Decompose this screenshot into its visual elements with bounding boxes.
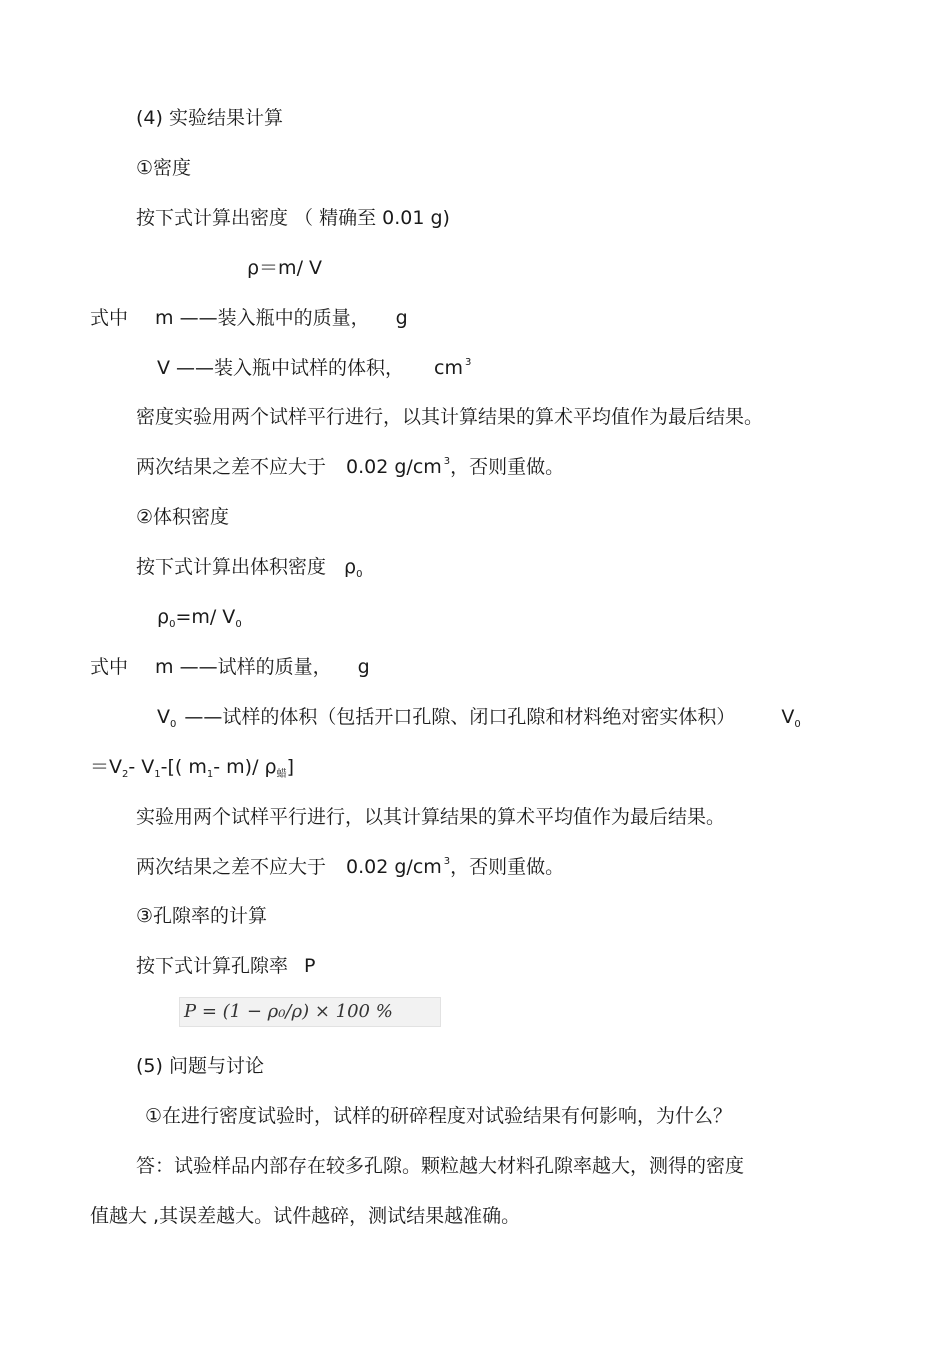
diff-prefix: 两次结果之差不应大于 bbox=[136, 456, 327, 478]
porosity-symbol: P bbox=[304, 955, 316, 977]
m-unit: g bbox=[395, 307, 408, 329]
rho0-symbol: ρ bbox=[344, 556, 357, 578]
where-label: 式中 bbox=[90, 656, 129, 678]
diff-value: 0.02 g/cm bbox=[346, 856, 442, 878]
diff-prefix: 两次结果之差不应大于 bbox=[136, 856, 327, 878]
bulk-density-instruction bbox=[136, 555, 362, 583]
discussion-answer-line-1: 答：试验样品内部存在较多孔隙。颗粒越大材料孔隙率越大，测得的密度 bbox=[136, 1155, 745, 1177]
eq-v1: - V bbox=[128, 756, 155, 778]
eq-m1-sub: 1 bbox=[206, 769, 214, 780]
density-difference-note bbox=[136, 455, 564, 483]
discussion-answer-line-2: 值越大 ,其误差越大。试件越碎，测试结果越准确。 bbox=[90, 1205, 521, 1227]
density-heading: ①密度 bbox=[136, 157, 192, 179]
eq-v2-sub: 2 bbox=[122, 769, 129, 780]
v0-definition-text: ——试样的体积（包括开口孔隙、闭口孔隙和材料绝对密实体积） bbox=[184, 706, 736, 728]
bulk-parallel-note: 实验用两个试样平行进行，以其计算结果的算术平均值作为最后结果。 bbox=[136, 806, 726, 828]
where-label: 式中 bbox=[90, 307, 129, 329]
bulk-m-unit: g bbox=[357, 656, 370, 678]
v0-definition bbox=[157, 705, 801, 733]
v-definition-text: V ——装入瓶中试样的体积， bbox=[157, 357, 405, 379]
diff-suffix: ，否则重做。 bbox=[450, 856, 565, 878]
formula-rho-sub: 0 bbox=[169, 619, 176, 630]
v0-symbol: V bbox=[157, 706, 170, 728]
density-instruction: 按下式计算出密度 （ 精确至 0.01 g) bbox=[136, 207, 450, 229]
eq-v1-sub: 1 bbox=[154, 769, 161, 780]
bulk-instruction-text: 按下式计算出体积密度 bbox=[136, 556, 327, 578]
formula-rho: ρ bbox=[157, 606, 170, 628]
porosity-instruction-text: 按下式计算孔隙率 bbox=[136, 955, 289, 977]
eq-m1: -[( m bbox=[160, 756, 207, 778]
density-parallel-note: 密度实验用两个试样平行进行，以其计算结果的算术平均值作为最后结果。 bbox=[136, 406, 764, 428]
diff-superscript: 3 bbox=[443, 856, 451, 867]
discussion-question: ①在进行密度试验时，试样的研碎程度对试验结果有何影响，为什么？ bbox=[145, 1105, 733, 1127]
v0-tail-subscript: 0 bbox=[794, 719, 801, 730]
v0-tail-symbol: V bbox=[781, 706, 795, 728]
eq-rho-sub: 蜡 bbox=[276, 769, 287, 780]
porosity-heading: ③孔隙率的计算 bbox=[136, 905, 268, 927]
v0-subscript: 0 bbox=[170, 719, 177, 730]
v0-equation bbox=[90, 755, 294, 783]
section-5-title: (5) 问题与讨论 bbox=[136, 1055, 264, 1077]
formula-mv: =m/ V bbox=[175, 606, 236, 628]
formula-v-sub: 0 bbox=[235, 619, 242, 630]
rho0-subscript: 0 bbox=[356, 569, 363, 580]
eq-rho: - m)/ ρ bbox=[213, 756, 277, 778]
bulk-density-heading: ②体积密度 bbox=[136, 506, 230, 528]
m-definition-text: m ——装入瓶中的质量， bbox=[155, 307, 370, 329]
density-v-definition bbox=[157, 356, 471, 384]
porosity-formula-image: P = (1 − ρ₀/ρ) × 100 % bbox=[179, 997, 441, 1027]
bulk-m-definition bbox=[90, 655, 370, 679]
v-unit-superscript: 3 bbox=[465, 357, 472, 368]
bulk-difference-note bbox=[136, 855, 564, 883]
diff-value: 0.02 g/cm bbox=[346, 456, 442, 478]
bulk-m-text: m ——试样的质量， bbox=[155, 656, 332, 678]
v-unit: cm bbox=[434, 357, 464, 379]
diff-superscript: 3 bbox=[443, 456, 451, 467]
porosity-instruction bbox=[136, 954, 315, 978]
eq-close: ] bbox=[286, 756, 295, 778]
bulk-density-formula bbox=[157, 605, 242, 633]
section-4-title: (4) 实验结果计算 bbox=[136, 107, 283, 129]
eq-v2: ＝V bbox=[90, 756, 122, 778]
density-m-definition bbox=[90, 306, 408, 330]
density-formula: ρ＝m/ V bbox=[247, 257, 323, 279]
diff-suffix: ，否则重做。 bbox=[450, 456, 565, 478]
